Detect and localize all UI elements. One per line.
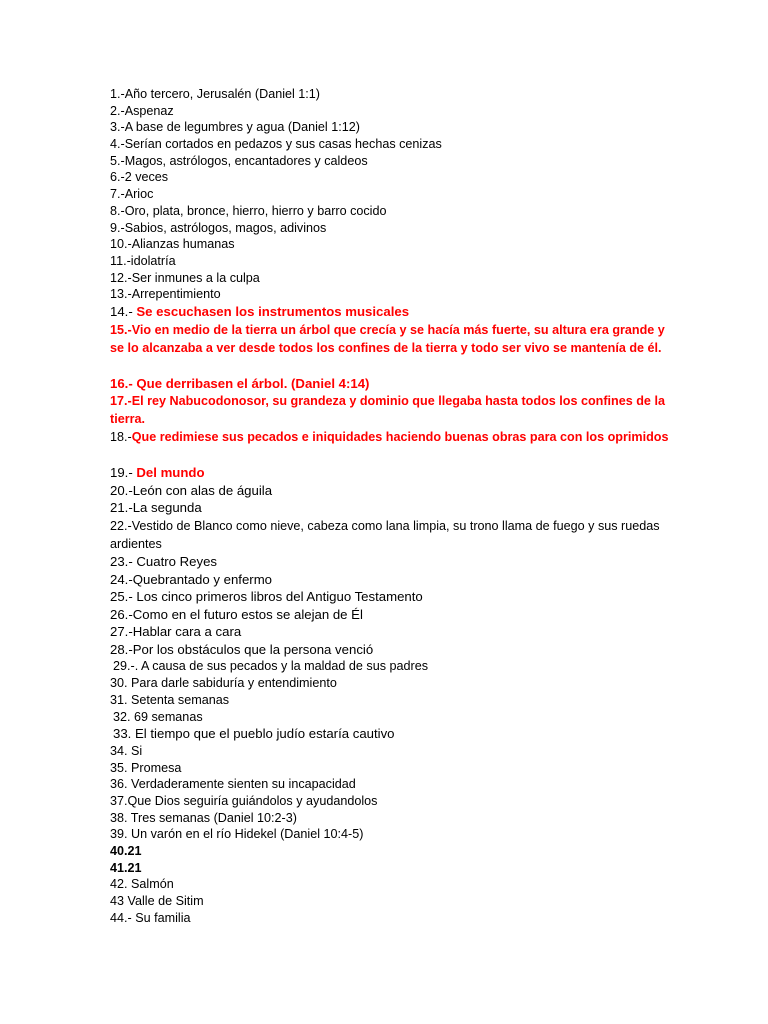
answer-line: 10.-Alianzas humanas <box>110 237 235 252</box>
answer-line: 37.Que Dios seguiría guiándolos y ayudandolos <box>110 793 378 808</box>
highlighted-answer: Que redimiese sus pecados e iniquidades haciendo buenas obras para con los oprimidos <box>131 430 669 445</box>
answer-line: 43 Valle de Sitim <box>110 894 204 908</box>
highlighted-answer: 17.-El rey Nabucodonosor, su grandeza y dominio que llegaba hasta todos los confines de la tierra. <box>110 394 665 427</box>
answer-line: 28.-Por los obstáculos que la persona venció <box>110 641 374 657</box>
answer-line: 6.-2 veces <box>110 170 169 185</box>
answer-line: 34. Si <box>110 743 143 758</box>
answer-line: 24.-Quebrantado y enfermo <box>110 571 273 587</box>
answer-line: 40.21 <box>110 843 142 858</box>
answer-list <box>110 86 670 926</box>
answer-line: 20.-León con alas de águila <box>110 482 273 498</box>
answer-line <box>110 321 670 375</box>
answer-line: 44.- Su familia <box>110 910 191 925</box>
answer-line: 21.-La segunda <box>110 500 202 516</box>
answer-line: 5.-Magos, astrólogos, encantadores y caldeos <box>110 153 368 168</box>
answer-line <box>110 375 670 393</box>
answer-line: 8.-Oro, plata, bronce, hierro, hierro y barro cocido <box>110 203 387 218</box>
answer-line: 12.-Ser inmunes a la culpa <box>110 270 260 285</box>
answer-line <box>110 392 670 428</box>
answer-line: 36. Verdaderamente sienten su incapacidad <box>110 777 356 792</box>
highlighted-answer: Se escuchasen los instrumentos musicales <box>136 303 410 319</box>
answer-line: 41.21 <box>110 860 142 875</box>
answer-line: 9.-Sabios, astrólogos, magos, adivinos <box>110 220 327 235</box>
answer-line: 29.-. A causa de sus pecados y la maldad de sus padres <box>113 659 429 674</box>
highlighted-answer: 16.- Que derribasen el árbol. (Daniel 4:14) <box>110 375 370 391</box>
answer-line: 14.- Se escuchasen los instrumentos musicales <box>110 303 410 319</box>
answer-line: 39. Un varón en el río Hidekel (Daniel 10:4-5) <box>110 827 364 842</box>
answer-line: 32. 69 semanas <box>113 709 203 724</box>
answer-line: 2.-Aspenaz <box>110 103 174 118</box>
answer-line: 4.-Serían cortados en pedazos y sus casas hechas cenizas <box>110 137 442 152</box>
answer-line: 31. Setenta semanas <box>110 692 230 707</box>
answer-line: 35. Promesa <box>110 760 182 775</box>
highlighted-answer: Del mundo <box>136 465 205 481</box>
answer-line: 19.- Del mundo <box>110 465 205 481</box>
highlighted-answer: 15.-Vio en medio de la tierra un árbol que crecía y se hacía más fuerte, su altura era grande y se lo alcanzaba a ver desde todos los confines de la tierra y todo ser vivo se mantenía de él. <box>110 322 665 355</box>
answer-line: 26.-Como en el futuro estos se alejan de Él <box>110 606 363 622</box>
answer-line: 18.-Que redimiese sus pecados e iniquidades haciendo buenas obras para con los oprimidos <box>110 430 669 445</box>
answer-line: 38. Tres semanas (Daniel 10:2-3) <box>110 810 297 825</box>
answer-line: 23.- Cuatro Reyes <box>110 553 218 569</box>
answer-line: 22.-Vestido de Blanco como nieve, cabeza como lana limpia, su trono llama de fuego y sus ruedas ardientes <box>110 518 660 551</box>
answer-line: 13.-Arrepentimiento <box>110 287 221 302</box>
answer-line: 3.-A base de legumbres y agua (Daniel 1:12) <box>110 120 360 135</box>
answer-line: 27.-Hablar cara a cara <box>110 624 242 640</box>
answer-line: 33. El tiempo que el pueblo judío estaría cautivo <box>113 726 395 742</box>
answer-line: 1.-Año tercero, Jerusalén (Daniel 1:1) <box>110 87 320 101</box>
answer-line: 42. Salmón <box>110 877 174 892</box>
answer-line: 30. Para darle sabiduría y entendimiento <box>110 676 337 691</box>
answer-line: 25.- Los cinco primeros libros del Antiguo Testamento <box>110 589 423 605</box>
answer-line: 7.-Arioc <box>110 187 154 202</box>
answer-line: 11.-idolatría <box>110 253 176 268</box>
